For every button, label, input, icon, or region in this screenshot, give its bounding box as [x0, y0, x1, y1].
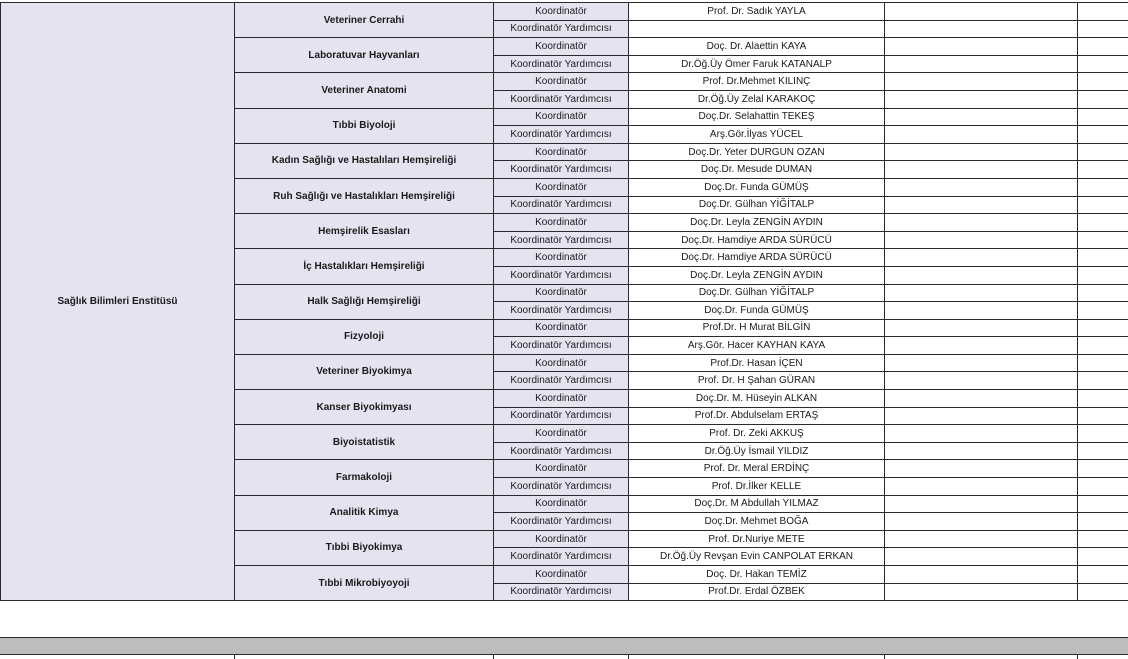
empty-cell[interactable]: [1078, 495, 1128, 513]
person-name-cell[interactable]: Doç.Dr. Gülhan YİĞİTALP: [629, 196, 885, 214]
department-name-cell[interactable]: Kanser Biyokimyası: [235, 390, 494, 425]
empty-cell[interactable]: [1078, 513, 1128, 531]
empty-cell[interactable]: [885, 284, 1078, 302]
role-cell[interactable]: Koordinatör: [494, 354, 629, 372]
empty-cell[interactable]: [885, 231, 1078, 249]
role-cell[interactable]: Koordinatör: [494, 460, 629, 478]
role-cell[interactable]: Koordinatör: [494, 425, 629, 443]
empty-cell[interactable]: [1078, 354, 1128, 372]
department-name-cell[interactable]: Halk Sağlığı Hemşireliği: [235, 284, 494, 319]
empty-cell[interactable]: [885, 442, 1078, 460]
person-name-cell[interactable]: Doç.Dr. Yeter DURGUN OZAN: [629, 143, 885, 161]
empty-cell[interactable]: [885, 90, 1078, 108]
empty-cell[interactable]: [1078, 231, 1128, 249]
empty-cell[interactable]: [885, 249, 1078, 267]
department-name-cell[interactable]: Tıbbi Biyoloji: [235, 108, 494, 143]
empty-cell[interactable]: [1078, 73, 1128, 91]
empty-cell[interactable]: [885, 372, 1078, 390]
empty-cell[interactable]: [1078, 55, 1128, 73]
empty-cell[interactable]: [885, 530, 1078, 548]
person-name-cell[interactable]: Prof. Dr. H Şahan GÜRAN: [629, 372, 885, 390]
person-name-cell[interactable]: Prof.Dr. Erdal ÖZBEK: [629, 583, 885, 601]
role-cell[interactable]: Koordinatör: [494, 143, 629, 161]
person-name-cell[interactable]: Doç.Dr. M. Hüseyin ALKAN: [629, 390, 885, 408]
footer-ticks: [0, 655, 1128, 659]
role-cell[interactable]: Koordinatör Yardımcısı: [494, 55, 629, 73]
empty-cell[interactable]: [885, 478, 1078, 496]
empty-cell[interactable]: [885, 143, 1078, 161]
empty-cell[interactable]: [885, 126, 1078, 144]
empty-cell[interactable]: [885, 3, 1078, 21]
role-cell[interactable]: Koordinatör Yardımcısı: [494, 266, 629, 284]
empty-cell[interactable]: [1078, 425, 1128, 443]
role-cell[interactable]: Koordinatör: [494, 284, 629, 302]
empty-cell[interactable]: [1078, 284, 1128, 302]
empty-cell[interactable]: [1078, 214, 1128, 232]
role-cell[interactable]: Koordinatör Yardımcısı: [494, 196, 629, 214]
empty-cell[interactable]: [1078, 302, 1128, 320]
role-cell[interactable]: Koordinatör: [494, 108, 629, 126]
role-cell[interactable]: Koordinatör Yardımcısı: [494, 90, 629, 108]
person-name-cell[interactable]: Prof. Dr.Mehmet KILINÇ: [629, 73, 885, 91]
empty-cell[interactable]: [885, 583, 1078, 601]
role-cell[interactable]: Koordinatör Yardımcısı: [494, 231, 629, 249]
person-name-cell[interactable]: Prof. Dr.Nuriye METE: [629, 530, 885, 548]
coordinator-table: [0, 2, 1128, 601]
empty-cell[interactable]: [1078, 530, 1128, 548]
empty-cell[interactable]: [1078, 196, 1128, 214]
role-cell[interactable]: Koordinatör Yardımcısı: [494, 407, 629, 425]
empty-cell[interactable]: [885, 161, 1078, 179]
empty-cell[interactable]: [1078, 126, 1128, 144]
empty-cell[interactable]: [885, 302, 1078, 320]
role-cell[interactable]: Koordinatör: [494, 566, 629, 584]
person-name-cell[interactable]: Doç.Dr. Hamdiye ARDA SÜRÜCÜ: [629, 249, 885, 267]
empty-cell[interactable]: [1078, 178, 1128, 196]
empty-cell[interactable]: [1078, 90, 1128, 108]
empty-cell[interactable]: [1078, 20, 1128, 38]
person-name-cell[interactable]: Doç.Dr. Funda GÜMÜŞ: [629, 178, 885, 196]
empty-cell[interactable]: [1078, 161, 1128, 179]
empty-cell[interactable]: [1078, 390, 1128, 408]
department-name-cell[interactable]: Veteriner Cerrahi: [235, 3, 494, 38]
department-name-cell[interactable]: Analitik Kimya: [235, 495, 494, 530]
department-name-cell[interactable]: Ruh Sağlığı ve Hastalıkları Hemşireliği: [235, 178, 494, 213]
empty-cell[interactable]: [885, 425, 1078, 443]
footer-band: [0, 637, 1128, 655]
empty-cell[interactable]: [885, 407, 1078, 425]
role-cell[interactable]: Koordinatör Yardımcısı: [494, 583, 629, 601]
role-cell[interactable]: Koordinatör Yardımcısı: [494, 302, 629, 320]
department-name-cell[interactable]: Veteriner Biyokimya: [235, 354, 494, 389]
empty-cell[interactable]: [885, 495, 1078, 513]
empty-cell[interactable]: [1078, 249, 1128, 267]
role-cell[interactable]: Koordinatör Yardımcısı: [494, 478, 629, 496]
person-name-cell[interactable]: Arş.Gör. Hacer KAYHAN KAYA: [629, 337, 885, 355]
empty-cell[interactable]: [1078, 266, 1128, 284]
empty-cell[interactable]: [885, 354, 1078, 372]
person-name-cell[interactable]: Prof. Dr.İlker KELLE: [629, 478, 885, 496]
department-name-cell[interactable]: Fizyoloji: [235, 319, 494, 354]
empty-cell[interactable]: [1078, 372, 1128, 390]
empty-cell[interactable]: [885, 55, 1078, 73]
person-name-cell[interactable]: Doç.Dr. Funda GÜMÜŞ: [629, 302, 885, 320]
empty-cell[interactable]: [885, 178, 1078, 196]
empty-cell[interactable]: [1078, 442, 1128, 460]
empty-cell[interactable]: [885, 566, 1078, 584]
person-name-cell[interactable]: Prof.Dr. H Murat BİLGİN: [629, 319, 885, 337]
role-cell[interactable]: Koordinatör: [494, 495, 629, 513]
role-cell[interactable]: Koordinatör Yardımcısı: [494, 337, 629, 355]
person-name-cell[interactable]: Prof. Dr. Zeki AKKUŞ: [629, 425, 885, 443]
person-name-cell[interactable]: Prof. Dr. Sadık YAYLA: [629, 3, 885, 21]
person-name-cell[interactable]: Doç.Dr. Leyla ZENGİN AYDIN: [629, 266, 885, 284]
empty-cell[interactable]: [885, 214, 1078, 232]
empty-cell[interactable]: [1078, 3, 1128, 21]
empty-cell[interactable]: [885, 319, 1078, 337]
role-cell[interactable]: Koordinatör Yardımcısı: [494, 513, 629, 531]
role-cell[interactable]: Koordinatör Yardımcısı: [494, 442, 629, 460]
person-name-cell[interactable]: Doç.Dr. Leyla ZENGİN AYDIN: [629, 214, 885, 232]
empty-cell[interactable]: [1078, 583, 1128, 601]
empty-cell[interactable]: [1078, 566, 1128, 584]
person-name-cell[interactable]: Arş.Gör.İlyas YÜCEL: [629, 126, 885, 144]
role-cell[interactable]: Koordinatör: [494, 73, 629, 91]
table-row: [1, 3, 1128, 21]
person-name-cell[interactable]: Doç.Dr. Selahattin TEKEŞ: [629, 108, 885, 126]
person-name-cell[interactable]: Doç. Dr. Alaettin KAYA: [629, 38, 885, 56]
department-name-cell[interactable]: Tıbbi Biyokimya: [235, 530, 494, 565]
empty-cell[interactable]: [1078, 478, 1128, 496]
department-name-cell[interactable]: Tıbbi Mikrobiyoyoji: [235, 566, 494, 601]
role-cell[interactable]: Koordinatör: [494, 390, 629, 408]
person-name-cell[interactable]: Doç.Dr. M Abdullah YILMAZ: [629, 495, 885, 513]
empty-cell[interactable]: [885, 266, 1078, 284]
role-cell[interactable]: Koordinatör Yardımcısı: [494, 372, 629, 390]
person-name-cell[interactable]: Prof. Dr. Meral ERDİNÇ: [629, 460, 885, 478]
empty-cell[interactable]: [885, 38, 1078, 56]
department-name-cell[interactable]: Veteriner Anatomi: [235, 73, 494, 108]
empty-cell[interactable]: [885, 20, 1078, 38]
department-name-cell[interactable]: Hemşirelik Esasları: [235, 214, 494, 249]
person-name-cell[interactable]: Prof.Dr. Abdulselam ERTAŞ: [629, 407, 885, 425]
empty-cell[interactable]: [1078, 460, 1128, 478]
department-name-cell[interactable]: Biyoistatistik: [235, 425, 494, 460]
empty-cell[interactable]: [885, 513, 1078, 531]
department-name-cell[interactable]: Laboratuvar Hayvanları: [235, 38, 494, 73]
empty-cell[interactable]: [1078, 38, 1128, 56]
role-cell[interactable]: Koordinatör: [494, 249, 629, 267]
department-name-cell[interactable]: Kadın Sağlığı ve Hastalıları Hemşireliği: [235, 143, 494, 178]
role-cell[interactable]: Koordinatör Yardımcısı: [494, 161, 629, 179]
empty-cell[interactable]: [1078, 337, 1128, 355]
person-name-cell[interactable]: Doç. Dr. Hakan TEMİZ: [629, 566, 885, 584]
empty-cell[interactable]: [885, 460, 1078, 478]
role-cell[interactable]: Koordinatör Yardımcısı: [494, 548, 629, 566]
person-name-cell[interactable]: Doç.Dr. Mesude DUMAN: [629, 161, 885, 179]
department-name-cell[interactable]: Farmakoloji: [235, 460, 494, 495]
person-name-cell[interactable]: Doç.Dr. Hamdiye ARDA SÜRÜCÜ: [629, 231, 885, 249]
role-cell[interactable]: Koordinatör Yardımcısı: [494, 20, 629, 38]
person-name-cell[interactable]: Dr.Öğ.Üy İsmail YILDIZ: [629, 442, 885, 460]
empty-cell[interactable]: [885, 73, 1078, 91]
role-cell[interactable]: Koordinatör: [494, 178, 629, 196]
empty-cell[interactable]: [1078, 407, 1128, 425]
role-cell[interactable]: Koordinatör: [494, 3, 629, 21]
empty-cell[interactable]: [1078, 143, 1128, 161]
person-name-cell[interactable]: [629, 20, 885, 38]
empty-cell[interactable]: [1078, 319, 1128, 337]
role-cell[interactable]: Koordinatör Yardımcısı: [494, 126, 629, 144]
person-name-cell[interactable]: Doç.Dr. Mehmet BOĞA: [629, 513, 885, 531]
role-cell[interactable]: Koordinatör: [494, 38, 629, 56]
person-name-cell[interactable]: Dr.Öğ.Üy Revşan Evin CANPOLAT ERKAN: [629, 548, 885, 566]
role-cell[interactable]: Koordinatör: [494, 530, 629, 548]
person-name-cell[interactable]: Dr.Öğ.Üy Ömer Faruk KATANALP: [629, 55, 885, 73]
person-name-cell[interactable]: Doç.Dr. Gülhan YİĞİTALP: [629, 284, 885, 302]
role-cell[interactable]: Koordinatör: [494, 319, 629, 337]
person-name-cell[interactable]: Prof.Dr. Hasan İÇEN: [629, 354, 885, 372]
empty-cell[interactable]: [885, 196, 1078, 214]
empty-cell[interactable]: [885, 390, 1078, 408]
empty-cell[interactable]: [885, 337, 1078, 355]
person-name-cell[interactable]: Dr.Öğ.Üy Zelal KARAKOÇ: [629, 90, 885, 108]
empty-cell[interactable]: [1078, 108, 1128, 126]
department-name-cell[interactable]: İç Hastalıkları Hemşireliği: [235, 249, 494, 284]
role-cell[interactable]: Koordinatör: [494, 214, 629, 232]
empty-cell[interactable]: [885, 548, 1078, 566]
empty-cell[interactable]: [1078, 548, 1128, 566]
institute-name-cell[interactable]: Sağlık Bilimleri Enstitüsü: [1, 3, 235, 601]
empty-cell[interactable]: [885, 108, 1078, 126]
